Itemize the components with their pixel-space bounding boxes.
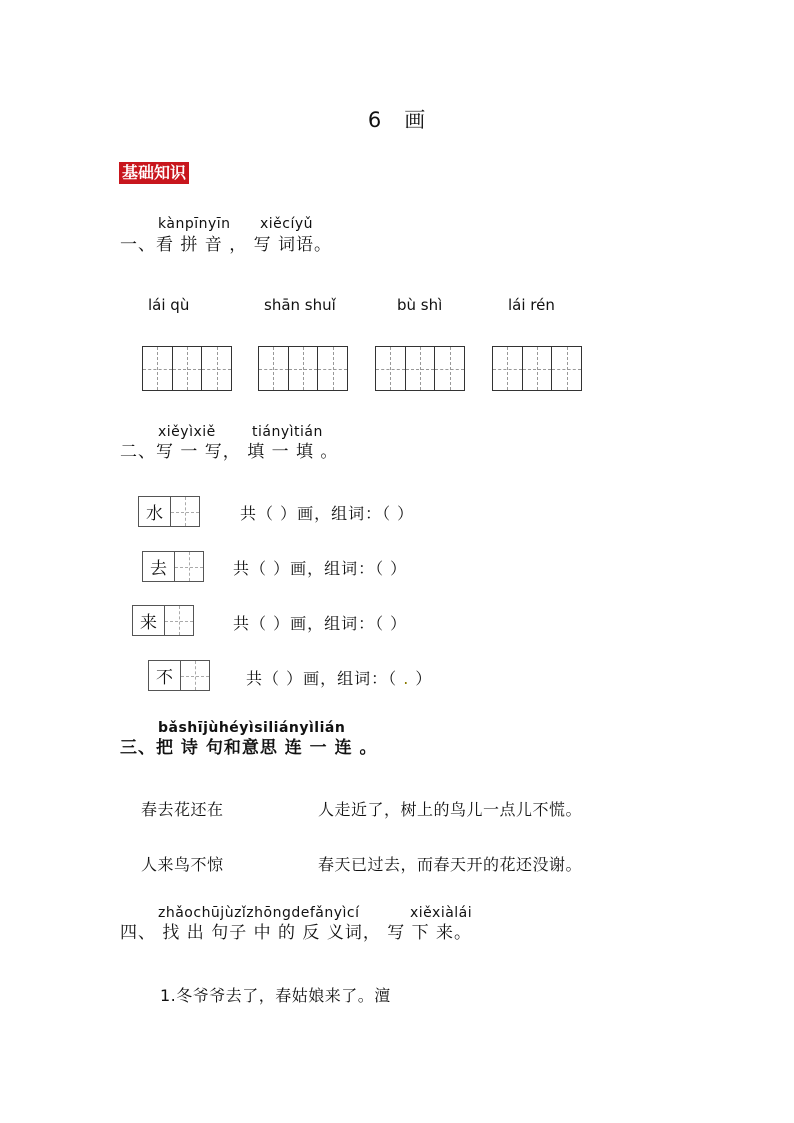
section4-pinyin-b: xiěxiàlái — [410, 905, 473, 921]
fill-line — [246, 666, 432, 689]
meaning-line[interactable]: 人走近了，树上的鸟儿一点儿不慌。 — [318, 800, 583, 819]
tian-grid[interactable] — [148, 660, 210, 691]
writing-grid[interactable] — [142, 346, 232, 391]
sentence-text: 1.冬爷爷去了，春姑娘来了。 — [160, 986, 375, 1005]
section3-heading: 三、把 诗 句和意思 连 一 连 。 — [120, 738, 378, 758]
poem-line[interactable]: 春去花还在 — [141, 800, 224, 819]
section1-heading: 一、看 拼 音 ， 写 词语。 — [120, 235, 333, 255]
pinyin-label: lái rén — [508, 296, 555, 314]
lesson-title: 画 — [404, 108, 427, 132]
section1-pinyin-b: xiěcíyǔ — [260, 216, 314, 232]
sentence-item — [160, 983, 391, 1006]
character: 来 — [133, 606, 165, 635]
section4-pinyin-a: zhǎochūjùzǐzhōngdefǎnyìcí — [158, 905, 360, 921]
lesson-number: 6 — [367, 108, 383, 132]
pinyin-label: bù shì — [397, 296, 443, 314]
page-title — [0, 104, 794, 134]
tian-grid[interactable] — [138, 496, 200, 527]
fill-line: 共（ ）画，组词：（ ） — [240, 504, 415, 523]
fill-line-close: ） — [409, 669, 433, 688]
stray-character: 澶 — [374, 986, 391, 1005]
section-badge: 基础知识 — [119, 162, 189, 184]
section2-pinyin-b: tiányìtián — [252, 424, 323, 440]
writing-grid[interactable] — [375, 346, 465, 391]
section1-pinyin-a: kànpīnyīn — [158, 216, 231, 232]
fill-line: 共（ ）画，组词：（ ） — [233, 559, 408, 578]
character: 去 — [143, 552, 175, 581]
stray-dot: . — [403, 669, 410, 688]
fill-line: 共（ ）画，组词：（ ） — [233, 614, 408, 633]
section2-heading: 二、写 一 写， 填 一 填 。 — [120, 442, 339, 462]
poem-line[interactable]: 人来鸟不惊 — [141, 855, 224, 874]
tian-grid[interactable] — [142, 551, 204, 582]
pinyin-label: lái qù — [148, 296, 190, 314]
writing-grid[interactable] — [492, 346, 582, 391]
character: 水 — [139, 497, 171, 526]
meaning-line[interactable]: 春天已过去，而春天开的花还没谢。 — [318, 855, 583, 874]
pinyin-label: shān shuǐ — [264, 296, 336, 314]
section3-pinyin: bǎshījùhéyìsiliányìlián — [158, 720, 346, 736]
writing-grid[interactable] — [258, 346, 348, 391]
tian-grid[interactable] — [132, 605, 194, 636]
fill-line-text: 共（ ）画，组词：（ — [246, 669, 404, 688]
section4-heading: 四、 找 出 句子 中 的 反 义词， 写 下 来。 — [120, 923, 473, 943]
character: 不 — [149, 661, 181, 690]
section2-pinyin-a: xiěyìxiě — [158, 424, 216, 440]
